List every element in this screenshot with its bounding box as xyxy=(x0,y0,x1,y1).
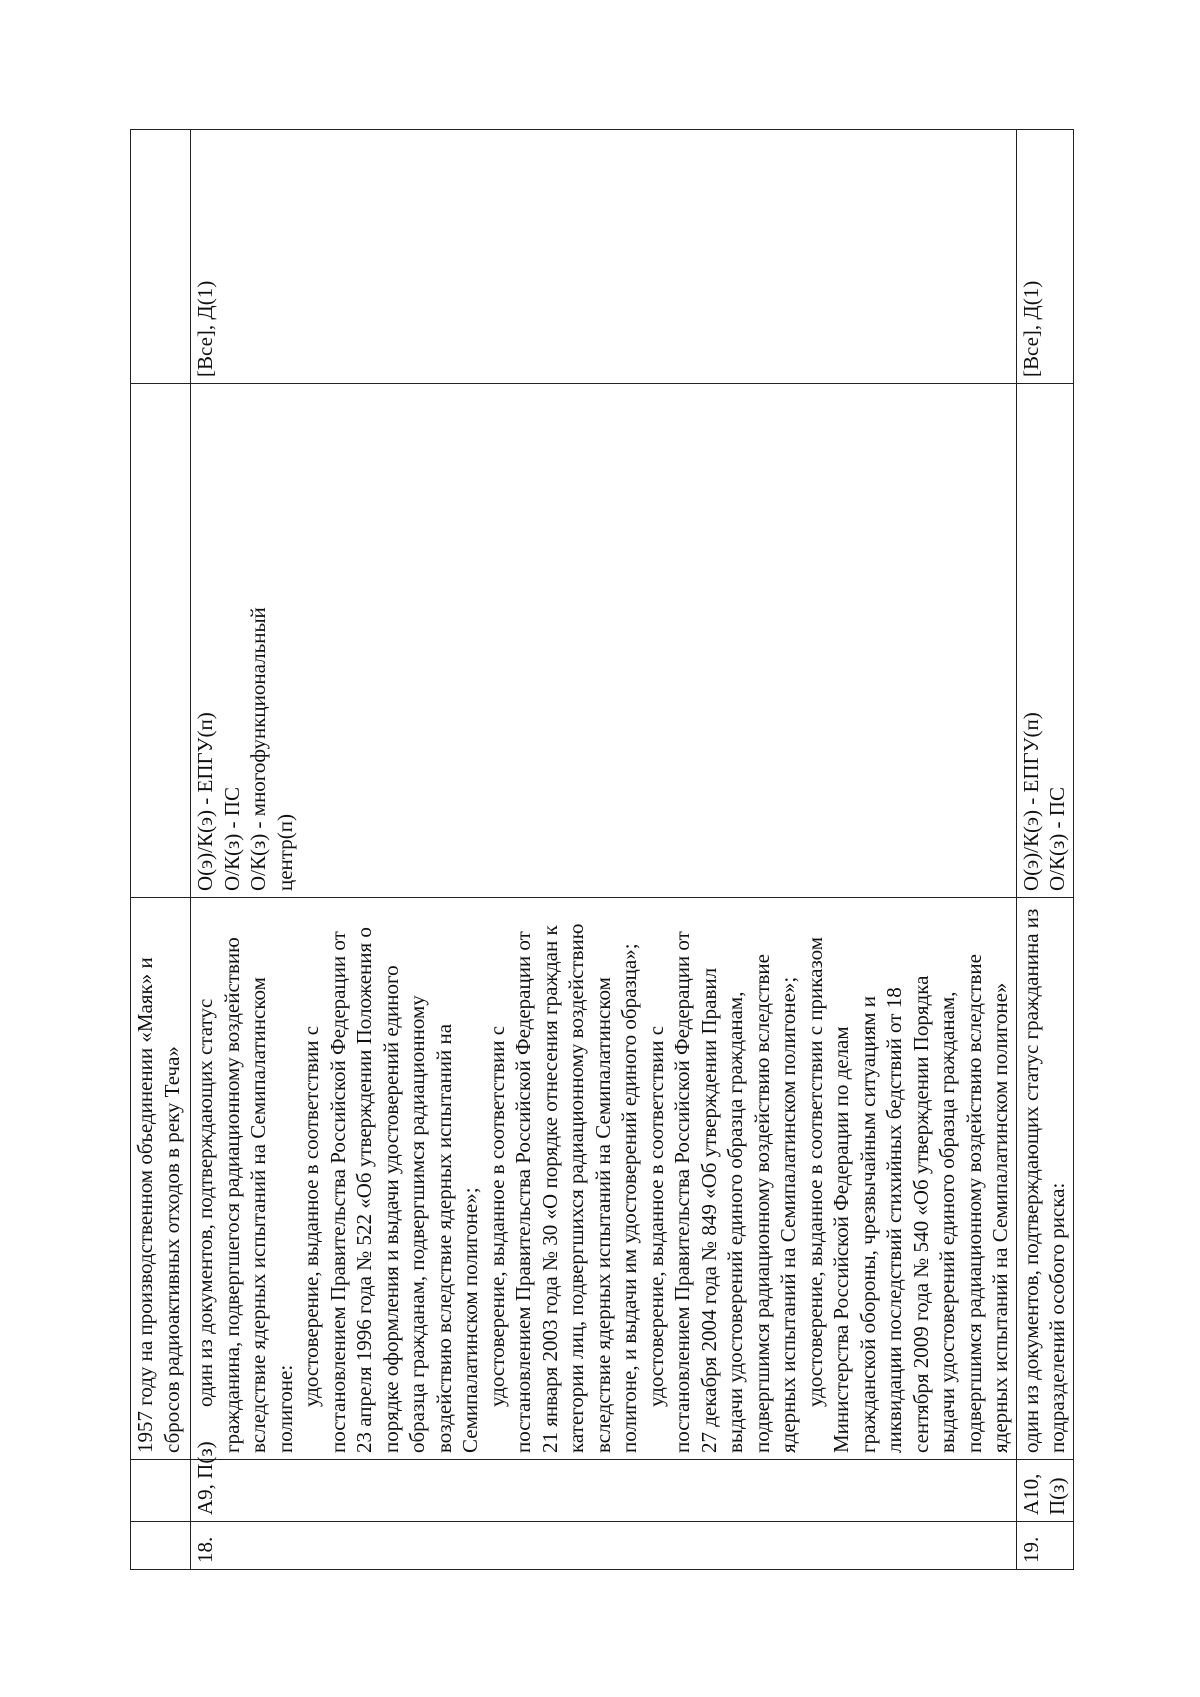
text-line: 23 апреля 1996 года № 522 «Об утверждении Положения о xyxy=(352,927,376,1453)
row-code-cell xyxy=(131,1460,191,1522)
table-row xyxy=(131,130,191,1570)
row-code: П(з) xyxy=(1045,1477,1069,1515)
text-line: 27 декабря 2004 года № 849 «Об утверждении Правил xyxy=(696,967,721,1453)
text-line: О/К(з) - ПС xyxy=(1045,787,1069,891)
text-line: постановлением Правительства Российской Федерации от xyxy=(511,931,535,1453)
text-line: постановлением Правительства Российской Федерации от xyxy=(325,931,350,1453)
row-number: 19. xyxy=(1018,1536,1043,1563)
text-line: постановлением Правительства Российской Федерации от xyxy=(670,931,694,1453)
text-line: один из документов, подтверждающих статус гражданина из xyxy=(1018,908,1043,1453)
text-line: 21 января 2003 года № 30 «О порядке отнесения граждан к xyxy=(537,925,562,1453)
text-line: полигоне, и выдачи им удостоверений единого образца»; xyxy=(617,943,641,1453)
text-line: подвергшимся радиационному воздействию вследствие xyxy=(749,954,774,1453)
method-cell xyxy=(1016,384,1073,898)
text-line: порядке оформления и выдачи удостоверений единого xyxy=(378,965,403,1453)
text-line: выдачи удостоверений единого образца гражданам, xyxy=(723,991,747,1453)
text-line: удостоверение, выданное в соответствии с xyxy=(299,1025,323,1407)
row-code-cell xyxy=(191,1441,1017,1522)
text-line: один из документов, подтверждающих статус xyxy=(193,998,217,1407)
text-line: ядерных испытаний на Семипалатинском полигоне»; xyxy=(776,976,800,1453)
row-code-cell xyxy=(1016,1460,1073,1522)
row-number-cell xyxy=(131,1522,191,1570)
row-number: 18. xyxy=(193,1536,217,1563)
text-line: Семипалатинском полигоне»; xyxy=(458,1187,482,1453)
text-line: ядерных испытаний на Семипалатинском полигоне» xyxy=(988,982,1012,1453)
text-line: вследствие ядерных испытаний на Семипалатинском xyxy=(246,977,270,1453)
text-line: вследствие ядерных испытаний на Семипалатинском xyxy=(590,977,615,1453)
text-line: О/К(з) - ПС xyxy=(219,787,244,891)
text-line: удостоверение, выданное в соответствии с xyxy=(484,1025,509,1407)
category-text: [Все], Д(1) xyxy=(193,280,217,377)
text-line: ликвидации последствий стихийных бедствий от 18 xyxy=(882,987,906,1453)
category-cell xyxy=(131,130,191,384)
category-text: [Все], Д(1) xyxy=(1018,280,1043,377)
text-line: образца гражданам, подвергшимся радиационному xyxy=(405,995,429,1453)
text-line: О(э)/К(э) - ЕПГУ(п) xyxy=(193,712,217,891)
text-line: подвергшимся радиационному воздействию вследствие xyxy=(961,954,986,1453)
text-line: выдачи удостоверений единого образца гражданам, xyxy=(935,991,959,1453)
text-line: подразделений особого риска: xyxy=(1045,1182,1069,1453)
documents-table xyxy=(130,129,1074,1570)
table-row xyxy=(191,130,1017,1570)
text-line: гражданина, подвергшегося радиационному воздействию xyxy=(219,937,244,1453)
text-line: Министерства Российской Федерации по делам xyxy=(829,1026,853,1453)
text-line: гражданской обороны, чрезвычайным ситуациям и xyxy=(855,995,880,1453)
text-line: О(э)/К(э) - ЕПГУ(п) xyxy=(1018,712,1043,891)
text-line: О/К(з) - многофункциональный xyxy=(246,607,270,891)
document-cell xyxy=(131,898,191,1460)
text-line: полигоне: xyxy=(272,1364,297,1453)
row-number-cell xyxy=(191,1522,1017,1570)
category-cell xyxy=(191,130,1017,384)
text-line: удостоверение, выданное в соответствии с приказом xyxy=(802,936,827,1407)
document-cell xyxy=(1016,898,1073,1460)
text-line: категории лиц, подвергшихся радиационному воздействию xyxy=(564,923,588,1453)
row-code: А9, П(з) xyxy=(193,1441,217,1515)
text-line: 1957 году на производственном объединении «Маяк» и xyxy=(133,957,157,1453)
document-cell xyxy=(191,898,1017,1460)
row-code: А10, xyxy=(1018,1473,1043,1515)
category-cell xyxy=(1016,130,1073,384)
rotated-table-container xyxy=(130,130,1069,1570)
text-line: центр(п) xyxy=(272,814,297,891)
method-cell xyxy=(191,384,1017,898)
text-line: удостоверение, выданное в соответствии с xyxy=(643,1025,668,1407)
row-number-cell xyxy=(1016,1522,1073,1570)
method-cell xyxy=(131,384,191,898)
table-row xyxy=(1016,130,1073,1570)
text-line: сентября 2009 года № 540 «Об утверждении Порядка xyxy=(908,975,933,1453)
text-line: сбросов радиоактивных отходов в реку Теча» xyxy=(159,1046,184,1453)
text-line: воздействию вследствие ядерных испытаний на xyxy=(431,1023,456,1453)
